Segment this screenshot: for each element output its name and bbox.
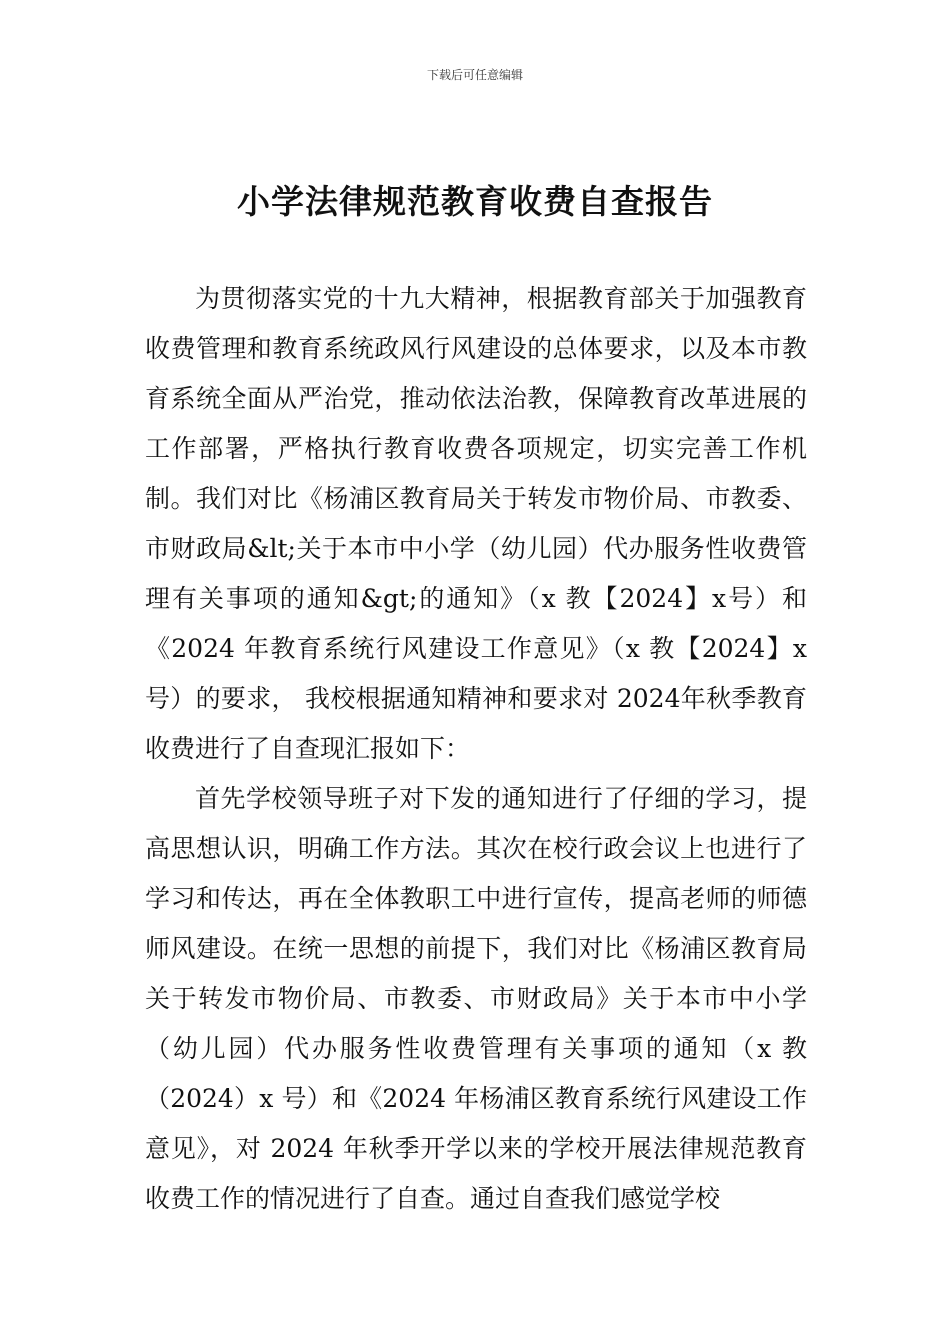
document-title: 小学法律规范教育收费自查报告 [237,182,713,221]
paragraph-1: 为贯彻落实党的十九大精神，根据教育部关于加强教育收费管理和教育系统政风行风建设的总体要求，以及本市教育系统全面从严治党，推动依法治教，保障教育改革进展的工作部署，严格执行教育收费各项规定，切实完善工作机制。我们对比《杨浦区教育局关于转发市物价局、市教委、市财政局&lt;关于本市中小学（幼儿园）代办服务性收费管理有关事项的通知&gt;的通知》（x 教【2024】x号）和《2024 年教育系统行风建设工作意见》（x 教【2024】x 号）的要求， 我校根据通知精神和要求对 2024年秋季教育收费进行了自查现汇报如下： [145,284,807,763]
paragraph-2: 首先学校领导班子对下发的通知进行了仔细的学习，提高思想认识，明确工作方法。其次在校行政会议上也进行了学习和传达，再在全体教职工中进行宣传，提高老师的师德师风建设。在统一思想的前提下，我们对比《杨浦区教育局关于转发市物价局、市教委、市财政局》关于本市中小学（幼儿园）代办服务性收费管理有关事项的通知（x 教（2024）x 号）和《2024 年杨浦区教育系统行风建设工作意见》，对 2024 年秋季开学以来的学校开展法律规范教育收费工作的情况进行了自查。通过自查我们感觉学校 [145,784,807,1213]
header-note: 下载后可任意编辑 [426,68,523,82]
document-body [145,274,807,1224]
